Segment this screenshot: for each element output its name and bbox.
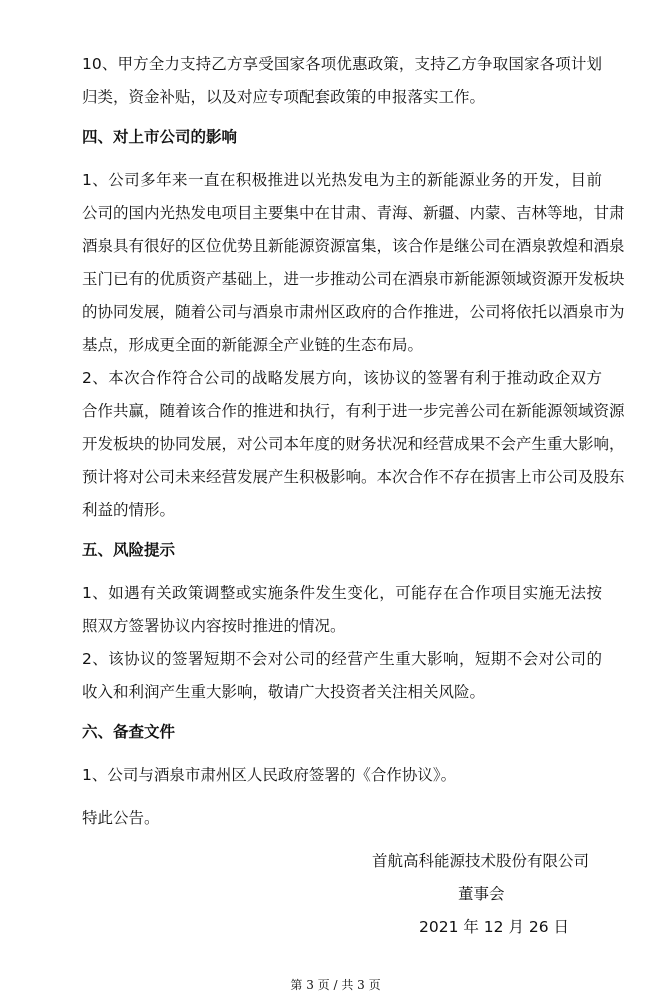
s4-item1-line-5: 的协同发展，随着公司与酒泉市肃州区政府的合作推进，公司将依托以酒泉市为	[82, 303, 625, 321]
s4-item2-line-1: 2、本次合作符合公司的战略发展方向，该协议的签署有利于推动政企双方	[82, 369, 602, 387]
s5-item1-line-1: 1、如遇有关政策调整或实施条件发生变化，可能存在合作项目实施无法按	[82, 584, 602, 602]
s4-item2-line-3: 开发板块的协同发展，对公司本年度的财务状况和经营成果不会产生重大影响，	[82, 435, 625, 453]
s5-item2-line-2: 收入和利润产生重大影响，敬请广大投资者关注相关风险。	[82, 683, 486, 701]
s6-item1-line: 1、公司与酒泉市肃州区人民政府签署的《合作协议》。	[82, 766, 457, 784]
s4-item2-line-2: 合作共赢，随着该合作的推进和执行，有利于进一步完善公司在新能源领域资源	[82, 402, 625, 420]
s4-item2-line-4: 预计将对公司未来经营发展产生积极影响。本次合作不存在损害上市公司及股东	[82, 468, 625, 486]
s5-item2-line-1: 2、该协议的签署短期不会对公司的经营产生重大影响，短期不会对公司的	[82, 650, 602, 668]
s4-item1-line-3: 酒泉具有很好的区位优势且新能源资源富集，该合作是继公司在酒泉敦煌和酒泉	[82, 237, 625, 255]
signature-company: 首航高科能源技术股份有限公司	[372, 852, 590, 870]
section4-heading: 四、对上市公司的影响	[82, 128, 238, 146]
item10-line-2: 归类，资金补贴，以及对应专项配套政策的申报落实工作。	[82, 88, 486, 106]
s4-item1-line-2: 公司的国内光热发电项目主要集中在甘肃、青海、新疆、内蒙、吉林等地，甘肃	[82, 204, 625, 222]
s4-item2-line-5: 利益的情形。	[82, 501, 176, 519]
section6-heading: 六、备查文件	[82, 723, 176, 741]
item10-line-1: 10、甲方全力支持乙方享受国家各项优惠政策，支持乙方争取国家各项计划	[82, 55, 602, 73]
s5-item1-line-2: 照双方签署协议内容按时推进的情况。	[82, 617, 346, 635]
closing-text: 特此公告。	[82, 809, 160, 827]
s4-item1-line-4: 玉门已有的优质资产基础上，进一步推动公司在酒泉市新能源领域资源开发板块	[82, 270, 625, 288]
section5-heading: 五、风险提示	[82, 541, 176, 559]
s4-item1-line-1: 1、公司多年来一直在积极推进以光热发电为主的新能源业务的开发，目前	[82, 171, 602, 189]
page-number-footer: 第 3 页 / 共 3 页	[290, 978, 381, 992]
signature-board: 董事会	[458, 885, 505, 903]
signature-date: 2021 年 12 月 26 日	[419, 918, 570, 936]
s4-item1-line-6: 基点，形成更全面的新能源全产业链的生态布局。	[82, 336, 424, 354]
